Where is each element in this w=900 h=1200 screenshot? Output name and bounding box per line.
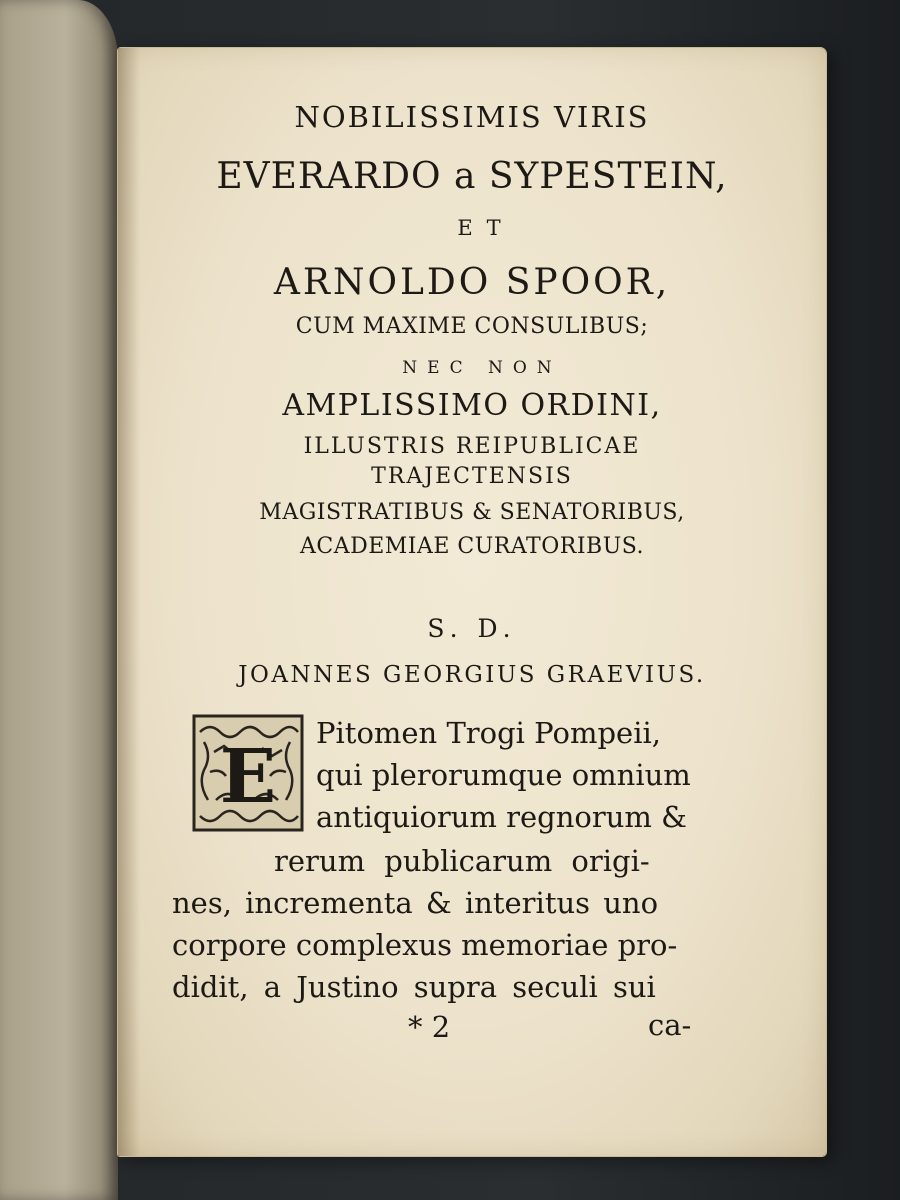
dedication-line-11: ACADEMIAE CURATORIBUS. <box>299 534 645 559</box>
body-line-1: Pitomen Trogi Pompeii, <box>316 716 661 750</box>
dedication-line-7: AMPLISSIMO ORDINI, <box>282 388 662 423</box>
dedication-line-3: ET <box>457 216 515 240</box>
body-line-3: antiquiorum regnorum & <box>316 800 687 834</box>
dedication-line-10: MAGISTRATIBUS & SENATORIBUS, <box>259 500 685 525</box>
body-line-7: didit, a Justino supra seculi sui <box>172 970 656 1004</box>
dedication-line-9: TRAJECTENSIS <box>371 464 573 489</box>
initial-letter: E <box>219 734 277 820</box>
dedication-line-8: ILLUSTRIS REIPUBLICAE <box>303 434 641 459</box>
body-line-5: nes, incrementa & interitus uno <box>172 886 659 920</box>
dedication-line-2: EVERARDO a SYPESTEIN, <box>216 156 728 197</box>
body-line-2: qui plerorumque omnium <box>316 758 691 792</box>
decorated-initial-icon <box>190 712 306 834</box>
dedication-line-4: ARNOLDO SPOOR, <box>273 262 671 303</box>
left-page-edge <box>0 0 118 1200</box>
gutter-shadow <box>118 48 140 1156</box>
dedication-line-1: NOBILISSIMIS VIRIS <box>294 100 650 134</box>
body-line-4: rerum publicarum origi- <box>274 844 650 878</box>
dedication-line-5: CUM MAXIME CONSULIBUS; <box>295 314 649 339</box>
signature-mark: * 2 <box>408 1010 451 1044</box>
body-line-6: corpore complexus memoriae pro- <box>172 928 678 962</box>
dedication-line-6: NEC NON <box>402 358 562 378</box>
catchword: ca- <box>648 1008 692 1042</box>
author-name: JOANNES GEORGIUS GRAEVIUS. <box>238 662 706 688</box>
salutation: S. D. <box>427 614 517 643</box>
book-page <box>118 48 826 1156</box>
